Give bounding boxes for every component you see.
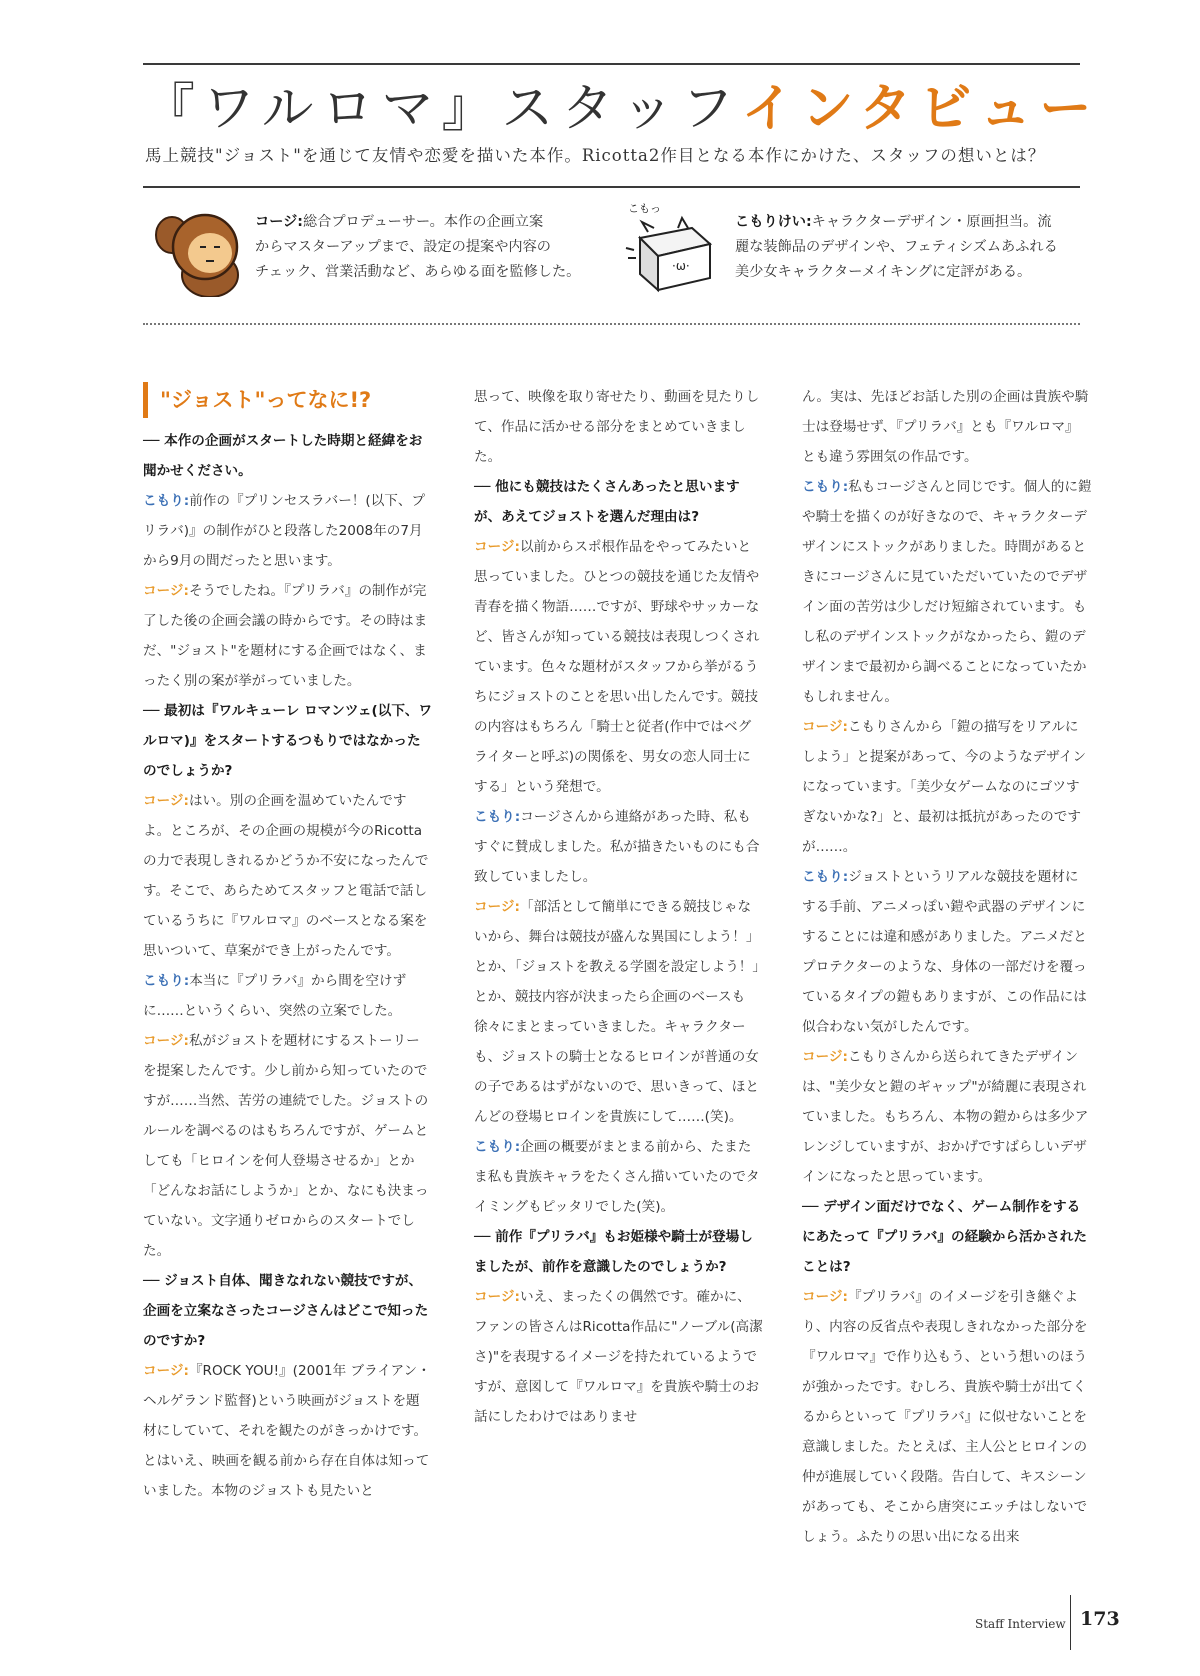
interview-question: ── ジョスト自体、聞きなれない競技ですが、企画を立案なさったコージさんはどこで知ったのですか? xyxy=(143,1273,429,1349)
answer-text: 『プリラバ』のイメージを引き継ぐより、内容の反省点や表現しきれなかった部分を『ワルロマ』で作り込もう、という想いのほうが強かったです。むしろ、貴族や騎士が出てくるからといって『プリラバ』に似せないことを意識しました。たとえば、主人公とヒロインの仲が進展していく段階。告白して、キスシーンがあっても、そこから唐突にエッチはしないでしょう。ふたりの思い出になる出来 xyxy=(802,1289,1088,1545)
svg-text:·ω·: ·ω· xyxy=(672,259,690,273)
title-accent: インタビュー xyxy=(741,79,1100,139)
answer-text: はい。別の企画を温めていたんですよ。ところが、その企画の規模が今のRicottaの力で表現しきれるかどうか不安になったんです。そこで、あらためてスタッフと電話で話しているうちに『ワルロマ』のベースとなる案を思いついて、草案ができ上がったんです。 xyxy=(143,793,429,959)
koji-profile-line: チェック、営業活動など、あらゆる面を監修した。 xyxy=(255,264,581,280)
koji-profile-line: からマスターアップまで、設定の提案や内容の xyxy=(255,239,551,255)
header-top-rule xyxy=(143,63,1080,65)
komori-avatar-icon xyxy=(620,198,720,298)
speaker-label: こもり: xyxy=(802,869,849,885)
interview-answer xyxy=(802,472,1092,712)
page-subtitle: 馬上競技"ジョスト"を通じて友情や恋愛を描いた本作。Ricotta2作目となる本作にかけた、スタッフの想いとは？ xyxy=(145,146,1046,165)
interview-question: ── 本作の企画がスタートした時期と経緯をお聞かせください。 xyxy=(143,433,423,479)
answer-text: 前作の『プリンセスラバー！(以下、プリラバ)』の制作がひと段落した2008年の7月から9月の間だったと思います。 xyxy=(143,493,426,569)
speaker-label: コージ: xyxy=(474,539,520,555)
speaker-label: コージ: xyxy=(474,1289,520,1305)
page-number: 173 xyxy=(1080,1608,1120,1630)
column-body xyxy=(802,382,1092,1552)
speaker-label: コージ: xyxy=(143,583,189,599)
interview-answer xyxy=(143,576,433,696)
speaker-label: こもり: xyxy=(143,973,190,989)
interview-question: ── 他にも競技はたくさんあったと思いますが、あえてジョストを選んだ理由は? xyxy=(474,479,740,525)
interview-answer xyxy=(802,862,1092,1042)
speaker-label: コージ: xyxy=(802,1289,848,1305)
article-column-2 xyxy=(474,382,764,1432)
interview-answer xyxy=(143,1026,433,1266)
continued-text: ん。実は、先ほどお話した別の企画は貴族や騎士は登場せず、『プリラバ』とも『ワルロマ』とも違う雰囲気の作品です。 xyxy=(802,389,1089,465)
koji-profile-name: コージ: xyxy=(255,214,303,230)
speaker-label: こもり: xyxy=(143,493,190,509)
interview-answer xyxy=(474,1132,764,1222)
interview-question: ── 前作『プリラバ』もお姫様や騎士が登場しましたが、前作を意識したのでしょうか? xyxy=(474,1229,753,1275)
continued-text: 思って、映像を取り寄せたり、動画を見たりして、作品に活かせる部分をまとめていきました。 xyxy=(474,389,760,465)
answer-text: コージさんから連絡があった時、私もすぐに賛成しました。私が描きたいものにも合致していましたし。 xyxy=(474,809,760,885)
komori-profile xyxy=(735,210,1080,285)
footer-divider xyxy=(1070,1595,1071,1650)
interview-answer xyxy=(474,1282,764,1432)
komori-profile-line: キャラクターデザイン・原画担当。流 xyxy=(811,214,1052,230)
interview-answer xyxy=(802,1042,1092,1192)
column-body xyxy=(143,426,433,1506)
speaker-label: こもり: xyxy=(802,479,849,495)
header-bottom-rule xyxy=(143,186,1080,188)
interview-answer xyxy=(143,966,433,1026)
interview-answer xyxy=(143,486,433,576)
interview-answer xyxy=(802,712,1092,862)
speaker-label: コージ: xyxy=(802,1049,848,1065)
answer-text: いえ、まったくの偶然です。確かに、ファンの皆さんはRicotta作品に"ノーブル(高潔さ)"を表現するイメージを持たれているようですが、意図して『ワルロマ』を貴族や騎士のお話にしたわけではありませ xyxy=(474,1289,763,1425)
interview-answer xyxy=(143,786,433,966)
speaker-label: コージ: xyxy=(143,1363,189,1379)
interview-answer xyxy=(474,532,764,802)
interview-answer xyxy=(802,1282,1092,1552)
section-heading: "ジョスト"ってなに!? xyxy=(143,382,433,418)
speaker-label: こもり: xyxy=(474,1139,521,1155)
article-column-3 xyxy=(802,382,1092,1552)
column-body xyxy=(474,382,764,1432)
answer-text: 『ROCK YOU!』(2001年 ブライアン・ヘルゲランド監督)という映画がジョストを題材にしていて、それを観たのがきっかけです。とはいえ、映画を観る前から存在自体は知っていました。本物のジョストも見たいと xyxy=(143,1363,431,1499)
answer-text: 以前からスポ根作品をやってみたいと思っていました。ひとつの競技を通じた友情や青春を描く物語……ですが、野球やサッカーなど、皆さんが知っている競技は表現しつくされています。色々な題材がスタッフから挙がるうちにジョストのことを思い出したんです。競技の内容はもちろん「騎士と従者(作中ではベグライターと呼ぶ)の関係を、男女の恋人同士にする」という発想で。 xyxy=(474,539,760,795)
answer-text: ジョストというリアルな競技を題材にする手前、アニメっぽい鎧や武器のデザインにすることには違和感がありました。アニメだとプロテクターのような、身体の一部だけを覆っているタイプの鎧もありますが、この作品には似合わない気がしたんです。 xyxy=(802,869,1087,1035)
interview-question: ── 最初は『ワルキューレ ロマンツェ(以下、ワルロマ)』をスタートするつもりではなかったのでしょうか? xyxy=(143,703,433,779)
speaker-label: コージ: xyxy=(474,899,520,915)
interview-answer xyxy=(143,1356,433,1506)
speaker-label: コージ: xyxy=(143,793,189,809)
answer-text: 私もコージさんと同じです。個人的に鎧や騎士を描くのが好きなので、キャラクターデザインにストックがありました。時間があるときにコージさんに見ていただいていたのでデザイン面の苦労は少しだけ短縮されています。もし私のデザインストックがなかったら、鎧のデザインまで最初から調べることになっていたかもしれません。 xyxy=(802,479,1092,705)
title-main: 『ワルロマ』スタッフ xyxy=(143,79,742,139)
komori-profile-line: 美少女キャラクターメイキングに定評がある。 xyxy=(735,264,1032,280)
interview-question: ── デザイン面だけでなく、ゲーム制作をするにあたって『プリラバ』の経験から活かされたことは? xyxy=(802,1199,1087,1275)
answer-text: こもりさんから送られてきたデザインは、"美少女と鎧のギャップ"が綺麗に表現されていました。もちろん、本物の鎧からは多少アレンジしていますが、おかげですばらしいデザインになったと思っています。 xyxy=(802,1049,1089,1185)
profile-divider xyxy=(143,323,1080,325)
komori-profile-line: 麗な装飾品のデザインや、フェティシズムあふれる xyxy=(735,239,1058,255)
interview-answer xyxy=(474,802,764,892)
koji-profile-line: 総合プロデューサー。本作の企画立案 xyxy=(302,214,544,230)
answer-text: 「部活として簡単にできる競技じゃないから、舞台は競技が盛んな異国にしよう！」とか、「ジョストを教える学園を設定しよう！」とか、競技内容が決まったら企画のベースも徐々にまとまっていきました。キャラクターも、ジョストの騎士となるヒロインが普通の女の子であるはずがないので、思いきって、ほとんどの登場ヒロインを貴族にして……(笑)。 xyxy=(474,899,760,1125)
answer-text: こもりさんから「鎧の描写をリアルにしよう」と提案があって、今のようなデザインになっています。「美少女ゲームなのにゴツすぎないかな?」と、最初は抵抗があったのですが……。 xyxy=(802,719,1087,855)
page-title xyxy=(143,78,1100,140)
speaker-label: こもり: xyxy=(474,809,521,825)
answer-text: 本当に『プリラバ』から間を空けずに……というくらい、突然の立案でした。 xyxy=(143,973,407,1019)
answer-text: 私がジョストを題材にするストーリーを提案したんです。少し前から知っていたのですが……当然、苦労の連続でした。ジョストのルールを調べるのはもちろんですが、ゲームとしても「ヒロインを何人登場させるか」とか「どんなお話にしようか」とか、なにも決まっていない。文字通りゼロからのスタートでした。 xyxy=(143,1033,429,1259)
answer-text: 企画の概要がまとまる前から、たまたま私も貴族キャラをたくさん描いていたのでタイミングもピッタリでした(笑)。 xyxy=(474,1139,760,1215)
komori-profile-name: こもりけい: xyxy=(735,214,812,230)
article-column-1 xyxy=(143,382,433,1506)
koji-avatar-icon xyxy=(150,205,242,297)
interview-answer xyxy=(474,892,764,1132)
answer-text: そうでしたね。『プリラバ』の制作が完了した後の企画会議の時からです。その時はまだ、"ジョスト"を題材にする企画ではなく、まったく別の案が挙がっていました。 xyxy=(143,583,428,689)
speaker-label: コージ: xyxy=(802,719,848,735)
komori-scribble: こもっ xyxy=(628,202,661,215)
koji-profile xyxy=(255,210,585,285)
speaker-label: コージ: xyxy=(143,1033,189,1049)
footer-section-label: Staff Interview xyxy=(975,1617,1066,1631)
